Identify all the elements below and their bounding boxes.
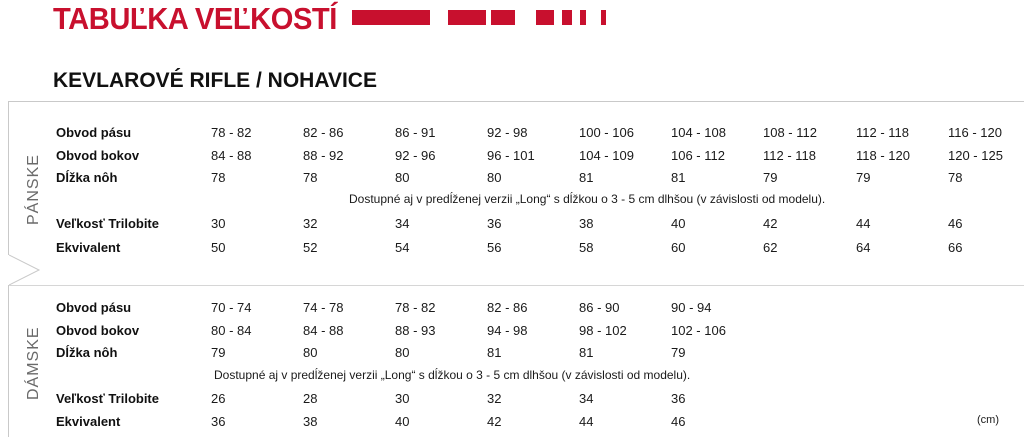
table-cell: 108 - 112: [763, 125, 817, 140]
table-cell: 36: [487, 216, 502, 231]
table-cell: 50: [211, 240, 226, 255]
table-cell: 28: [303, 391, 318, 406]
table-cell: 82 - 86: [487, 300, 528, 315]
table-cell: 82 - 86: [303, 125, 344, 140]
table-cell: 106 - 112: [671, 148, 725, 163]
table-cell: 104 - 108: [671, 125, 726, 140]
decoration-bar: [601, 10, 606, 25]
row-label: Dĺžka nôh: [56, 170, 118, 185]
section-divider: [9, 285, 1024, 286]
table-cell: 78 - 82: [395, 300, 436, 315]
table-cell: 34: [579, 391, 594, 406]
table-cell: 46: [948, 216, 963, 231]
table-cell: 81: [579, 170, 594, 185]
row-label: Obvod bokov: [56, 323, 140, 338]
table-cell: 70 - 74: [211, 300, 252, 315]
row-label: Veľkosť Trilobite: [56, 391, 159, 406]
long-version-note: Dostupné aj v predĺženej verzii „Long“ s dĺžkou o 3 - 5 cm dlhšou (v závislosti od modelu).: [214, 368, 691, 382]
table-cell: 56: [487, 240, 502, 255]
row-label: Ekvivalent: [56, 414, 121, 429]
table-cell: 84 - 88: [211, 148, 252, 163]
table-cell: 64: [856, 240, 871, 255]
table-cell: 81: [579, 345, 594, 360]
decoration-bar: [448, 10, 486, 25]
table-cell: 32: [303, 216, 318, 231]
decoration-bar: [562, 10, 572, 25]
table-cell: 78: [303, 170, 318, 185]
table-cell: 62: [763, 240, 778, 255]
table-cell: 54: [395, 240, 410, 255]
table-cell: 78: [948, 170, 963, 185]
table-cell: 80: [395, 170, 410, 185]
table-cell: 58: [579, 240, 594, 255]
table-cell: 32: [487, 391, 502, 406]
table-cell: 79: [671, 345, 686, 360]
row-label: Veľkosť Trilobite: [56, 216, 159, 231]
table-cell: 38: [303, 414, 318, 429]
unit-label: (cm): [977, 414, 999, 426]
table-cell: 52: [303, 240, 318, 255]
table-cell: 86 - 90: [579, 300, 620, 315]
table-cell: 26: [211, 391, 226, 406]
table-cell: 88 - 93: [395, 323, 436, 338]
table-cell: 86 - 91: [395, 125, 436, 140]
table-cell: 78 - 82: [211, 125, 252, 140]
table-cell: 94 - 98: [487, 323, 528, 338]
table-cell: 38: [579, 216, 594, 231]
table-cell: 46: [671, 414, 686, 429]
table-cell: 34: [395, 216, 410, 231]
table-frame-left: [8, 101, 9, 255]
decoration-bar: [536, 10, 554, 25]
table-cell: 74 - 78: [303, 300, 344, 315]
table-cell: 104 - 109: [579, 148, 634, 163]
table-cell: 80: [303, 345, 318, 360]
table-cell: 96 - 101: [487, 148, 535, 163]
table-cell: 79: [856, 170, 871, 185]
table-cell: 79: [211, 345, 226, 360]
table-frame-left: [8, 285, 9, 437]
page-title: TABUĽKA VEĽKOSTÍ: [53, 1, 337, 36]
section-notch: [9, 254, 41, 286]
table-cell: 30: [211, 216, 226, 231]
table-cell: 100 - 106: [579, 125, 634, 140]
row-label: Obvod pásu: [56, 125, 132, 140]
table-cell: 92 - 98: [487, 125, 528, 140]
table-cell: 44: [579, 414, 594, 429]
table-cell: 44: [856, 216, 871, 231]
table-cell: 30: [395, 391, 410, 406]
table-cell: 80 - 84: [211, 323, 252, 338]
table-cell: 92 - 96: [395, 148, 436, 163]
table-cell: 120 - 125: [948, 148, 1003, 163]
table-cell: 112 - 118: [763, 148, 817, 163]
table-cell: 66: [948, 240, 963, 255]
table-cell: 88 - 92: [303, 148, 344, 163]
table-cell: 80: [487, 170, 502, 185]
table-cell: 60: [671, 240, 686, 255]
table-cell: 81: [671, 170, 686, 185]
table-cell: 118 - 120: [856, 148, 910, 163]
table-cell: 80: [395, 345, 410, 360]
table-cell: 40: [671, 216, 686, 231]
table-cell: 42: [487, 414, 502, 429]
table-cell: 84 - 88: [303, 323, 344, 338]
table-cell: 42: [763, 216, 778, 231]
section-label-panske: PÁNSKE: [25, 154, 42, 225]
product-subtitle: KEVLAROVÉ RIFLE / NOHAVICE: [53, 69, 377, 92]
row-label: Dĺžka nôh: [56, 345, 118, 360]
table-cell: 90 - 94: [671, 300, 712, 315]
table-cell: 36: [671, 391, 686, 406]
decoration-bar: [352, 10, 430, 25]
row-label: Obvod bokov: [56, 148, 140, 163]
decoration-bar: [580, 10, 586, 25]
table-cell: 98 - 102: [579, 323, 627, 338]
decoration-bar: [491, 10, 515, 25]
table-cell: 79: [763, 170, 778, 185]
table-cell: 112 - 118: [856, 125, 910, 140]
table-cell: 102 - 106: [671, 323, 726, 338]
table-cell: 78: [211, 170, 226, 185]
table-cell: 116 - 120: [948, 125, 1002, 140]
table-cell: 40: [395, 414, 410, 429]
row-label: Obvod pásu: [56, 300, 132, 315]
table-cell: 36: [211, 414, 226, 429]
section-label-damske: DÁMSKE: [25, 326, 42, 400]
long-version-note: Dostupné aj v predĺženej verzii „Long“ s dĺžkou o 3 - 5 cm dlhšou (v závislosti od modelu).: [349, 192, 826, 206]
table-frame-top: [8, 101, 1024, 102]
table-cell: 81: [487, 345, 502, 360]
row-label: Ekvivalent: [56, 240, 121, 255]
